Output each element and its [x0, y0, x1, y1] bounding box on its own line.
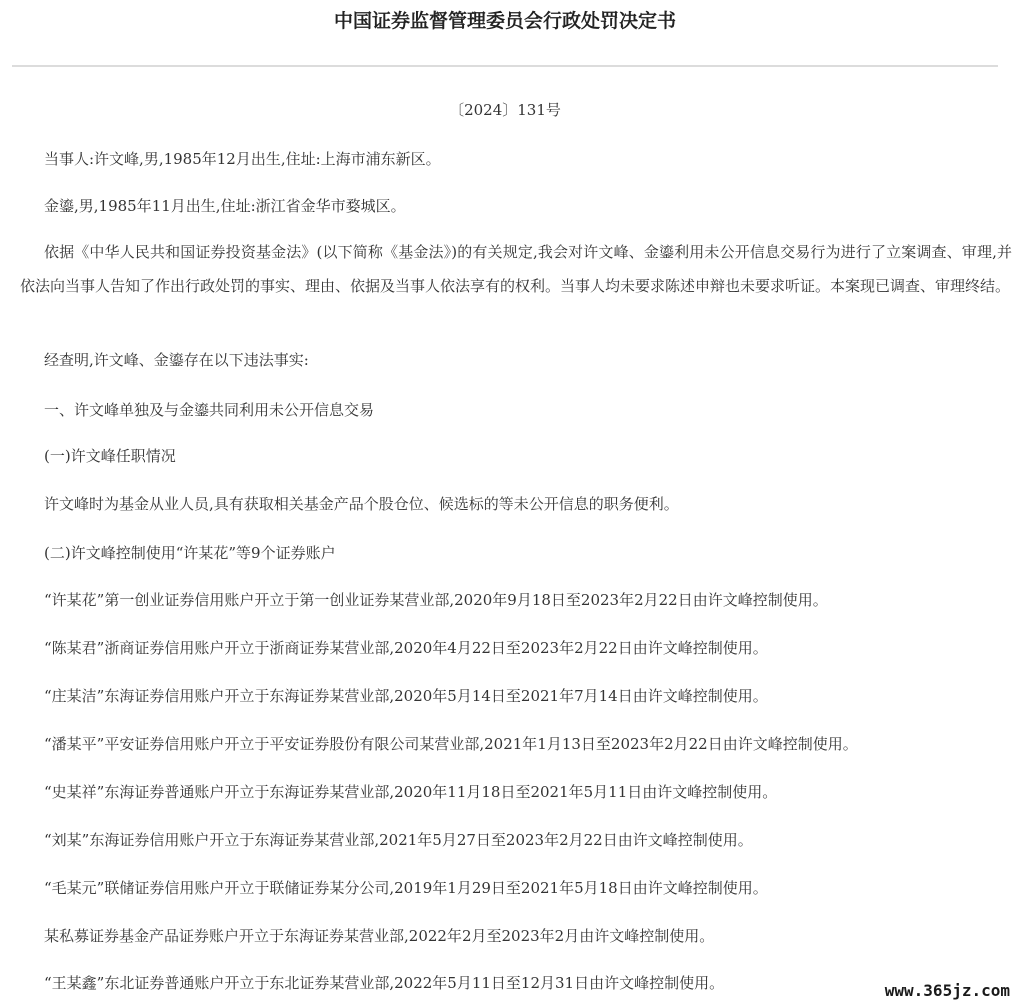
- party-1: 当事人:许文峰,男,1985年12月出生,住址:上海市浦东新区。: [44, 150, 441, 168]
- party-2: 金鎏,男,1985年11月出生,住址:浙江省金华市婺城区。: [44, 197, 406, 215]
- account-item: 某私募证券基金产品证券账户开立于东海证券某营业部,2022年2月至2023年2月由许文峰控制使用。: [44, 927, 715, 945]
- account-item: “许某花”第一创业证券信用账户开立于第一创业证券某营业部,2020年9月18日至2023年2月22日由许文峰控制使用。: [44, 591, 828, 609]
- subsection-heading-1: (一)许文峰任职情况: [44, 447, 176, 465]
- account-item: “毛某元”联储证券信用账户开立于联储证券某分公司,2019年1月29日至2021年5月18日由许文峰控制使用。: [44, 879, 768, 897]
- document-number: 〔2024〕131号: [449, 101, 561, 119]
- account-item: “史某祥”东海证券普通账户开立于东海证券某营业部,2020年11月18日至2021年5月11日由许文峰控制使用。: [44, 783, 778, 801]
- basis-paragraph: 依据《中华人民共和国证券投资基金法》(以下简称《基金法》)的有关规定,我会对许文峰、金鎏利用未公开信息交易行为进行了立案调查、审理,并依法向当事人告知了作出行政处罚的事实、理由、依据及当事人依法享有的权利。当事人均未要求陈述申辩也未要求听证。本案现已调查、审理终结。: [20, 243, 1012, 295]
- account-item: “庄某洁”东海证券信用账户开立于东海证券某营业部,2020年5月14日至2021年7月14日由许文峰控制使用。: [44, 687, 768, 705]
- section-heading-1: 一、许文峰单独及与金鎏共同利用未公开信息交易: [44, 401, 375, 419]
- account-item: “刘某”东海证券信用账户开立于东海证券某营业部,2021年5月27日至2023年2月22日由许文峰控制使用。: [44, 831, 753, 849]
- site-watermark: www.365jz.com: [881, 979, 1014, 1002]
- title-divider: [12, 65, 998, 67]
- subsection-heading-2: (二)许文峰控制使用“许某花”等9个证券账户: [44, 544, 336, 562]
- document-title: 中国证券监督管理委员会行政处罚决定书: [333, 10, 676, 32]
- account-item: “王某鑫”东北证券普通账户开立于东北证券某营业部,2022年5月11日至12月31日由许文峰控制使用。: [44, 974, 725, 992]
- findings-intro: 经查明,许文峰、金鎏存在以下违法事实:: [44, 351, 309, 369]
- account-item: “潘某平”平安证券信用账户开立于平安证券股份有限公司某营业部,2021年1月13日至2023年2月22日由许文峰控制使用。: [44, 735, 858, 753]
- account-item: “陈某君”浙商证券信用账户开立于浙商证券某营业部,2020年4月22日至2023年2月22日由许文峰控制使用。: [44, 639, 768, 657]
- subsection-1-text: 许文峰时为基金从业人员,具有获取相关基金产品个股仓位、候选标的等未公开信息的职务便利。: [44, 495, 679, 513]
